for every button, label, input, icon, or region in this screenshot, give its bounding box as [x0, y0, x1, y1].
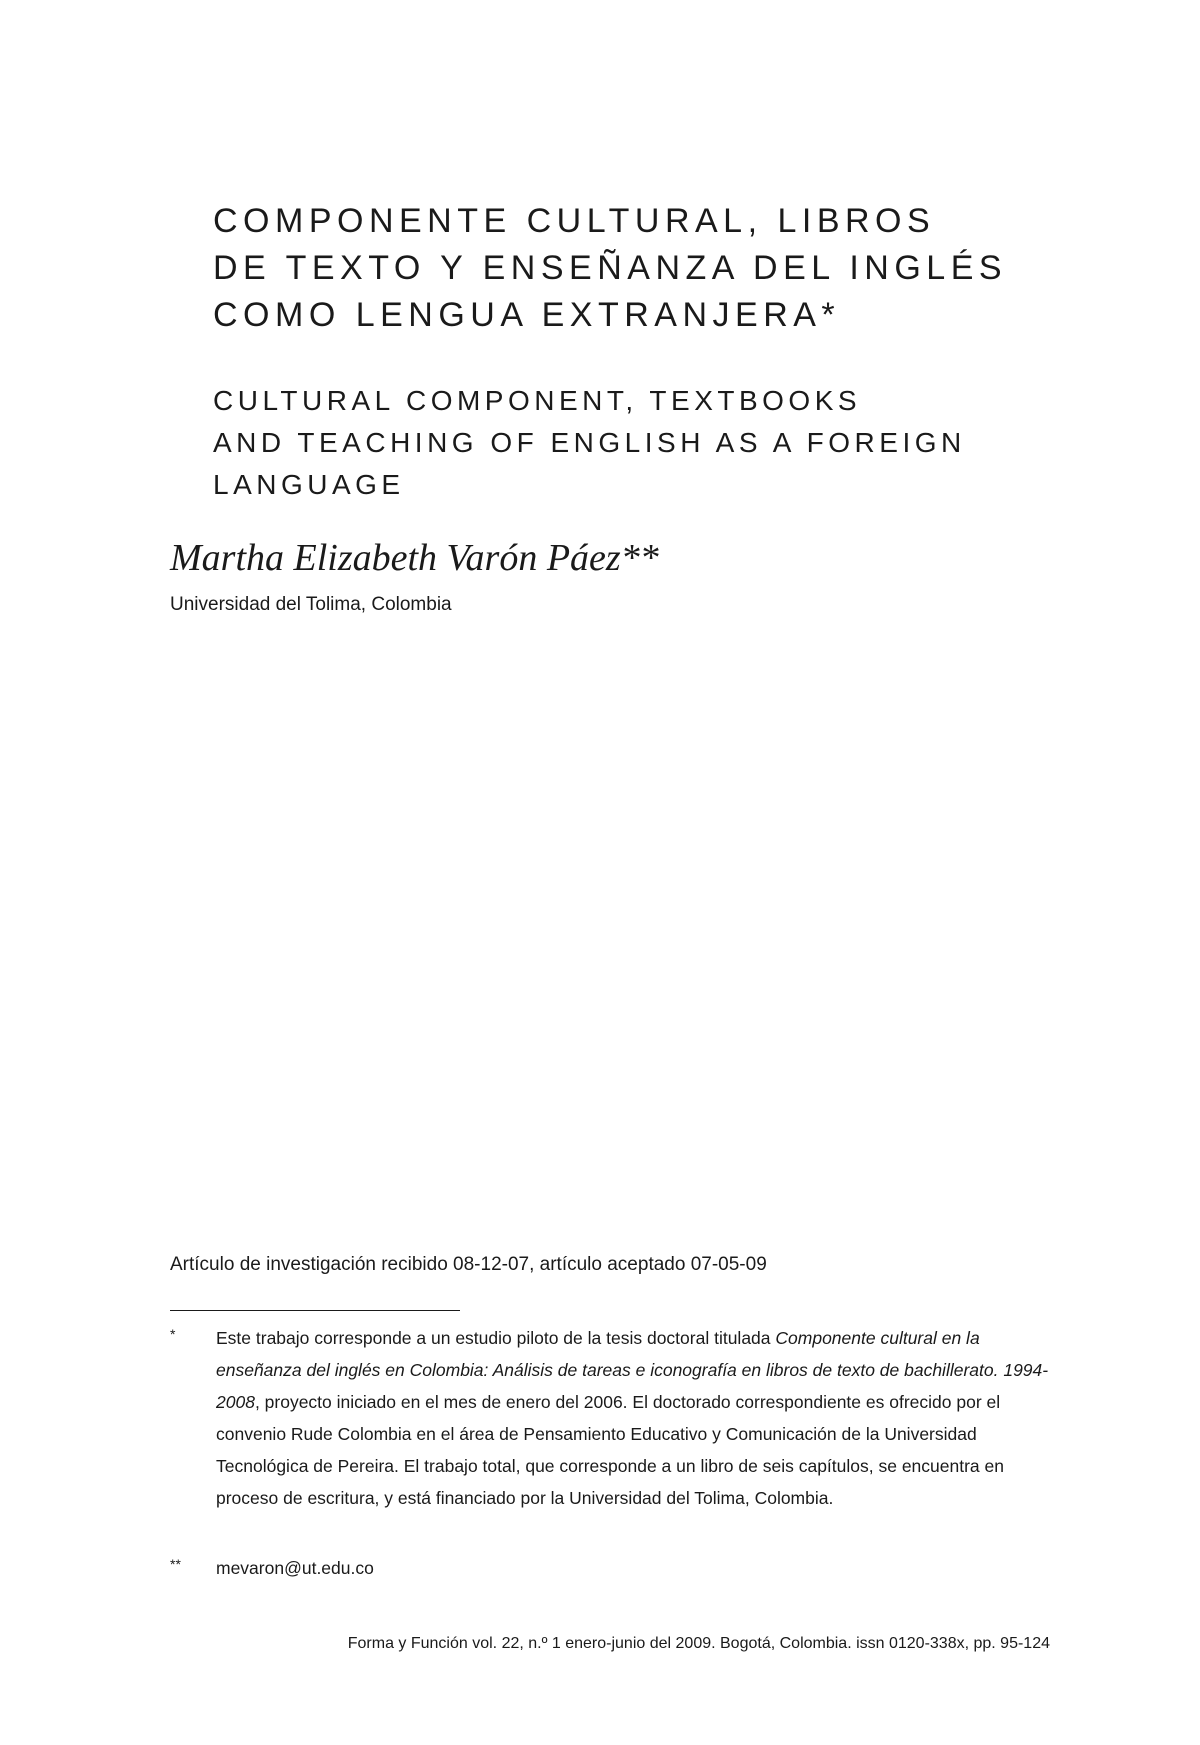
footnote-text: , proyecto iniciado en el mes de enero del 2006. El doctorado correspondiente es ofrecido por el convenio Rude Colombia en el área de Pensamiento Educativo y Comunicación de la Universidad Tecnológica de Pereira. El trabajo total, que corresponde a un libro de seis capítulos, se encuentra en proceso de escritura, y está financiado por la Universidad del Tolima, Colombia.: [216, 1392, 1004, 1508]
footnote-body: [216, 1322, 1050, 1514]
footnote-1: [170, 1322, 1050, 1514]
article-dates: Artículo de investigación recibido 08-12-07, artículo aceptado 07-05-09: [170, 1254, 767, 1275]
author-email[interactable]: mevaron@ut.edu.co: [216, 1558, 374, 1578]
title-english-line: CULTURAL COMPONENT, TEXTBOOKS: [213, 385, 862, 416]
title-spanish: [213, 198, 1013, 339]
author-name: Martha Elizabeth Varón Páez**: [170, 537, 659, 579]
footnote-divider: [170, 1310, 460, 1311]
journal-citation: Forma y Función vol. 22, n.º 1 enero-junio del 2009. Bogotá, Colombia. issn 0120-338x, pp. 95-124: [347, 1635, 1050, 1652]
title-english: [213, 380, 1013, 506]
footnote-2: [170, 1552, 1050, 1584]
title-spanish-line: DE TEXTO Y ENSEÑANZA DEL INGLÉS: [213, 249, 1008, 287]
author-affiliation: Universidad del Tolima, Colombia: [170, 594, 452, 615]
footnote-mark: *: [170, 1326, 176, 1342]
title-english-line: AND TEACHING OF ENGLISH AS A FOREIGN: [213, 427, 966, 458]
footnote-text: Este trabajo corresponde a un estudio piloto de la tesis doctoral titulada: [216, 1328, 776, 1348]
footnote-mark: **: [170, 1556, 181, 1572]
title-english-line: LANGUAGE: [213, 469, 405, 500]
title-spanish-line: COMPONENTE CULTURAL, LIBROS: [213, 202, 936, 240]
thesis-title: Componente cultural en la enseñanza del inglés en Colombia: Análisis de tareas e iconografía en libros de texto de bachillerato. 1994-2008: [216, 1328, 1049, 1412]
title-spanish-line: COMO LENGUA EXTRANJERA*: [213, 296, 841, 334]
